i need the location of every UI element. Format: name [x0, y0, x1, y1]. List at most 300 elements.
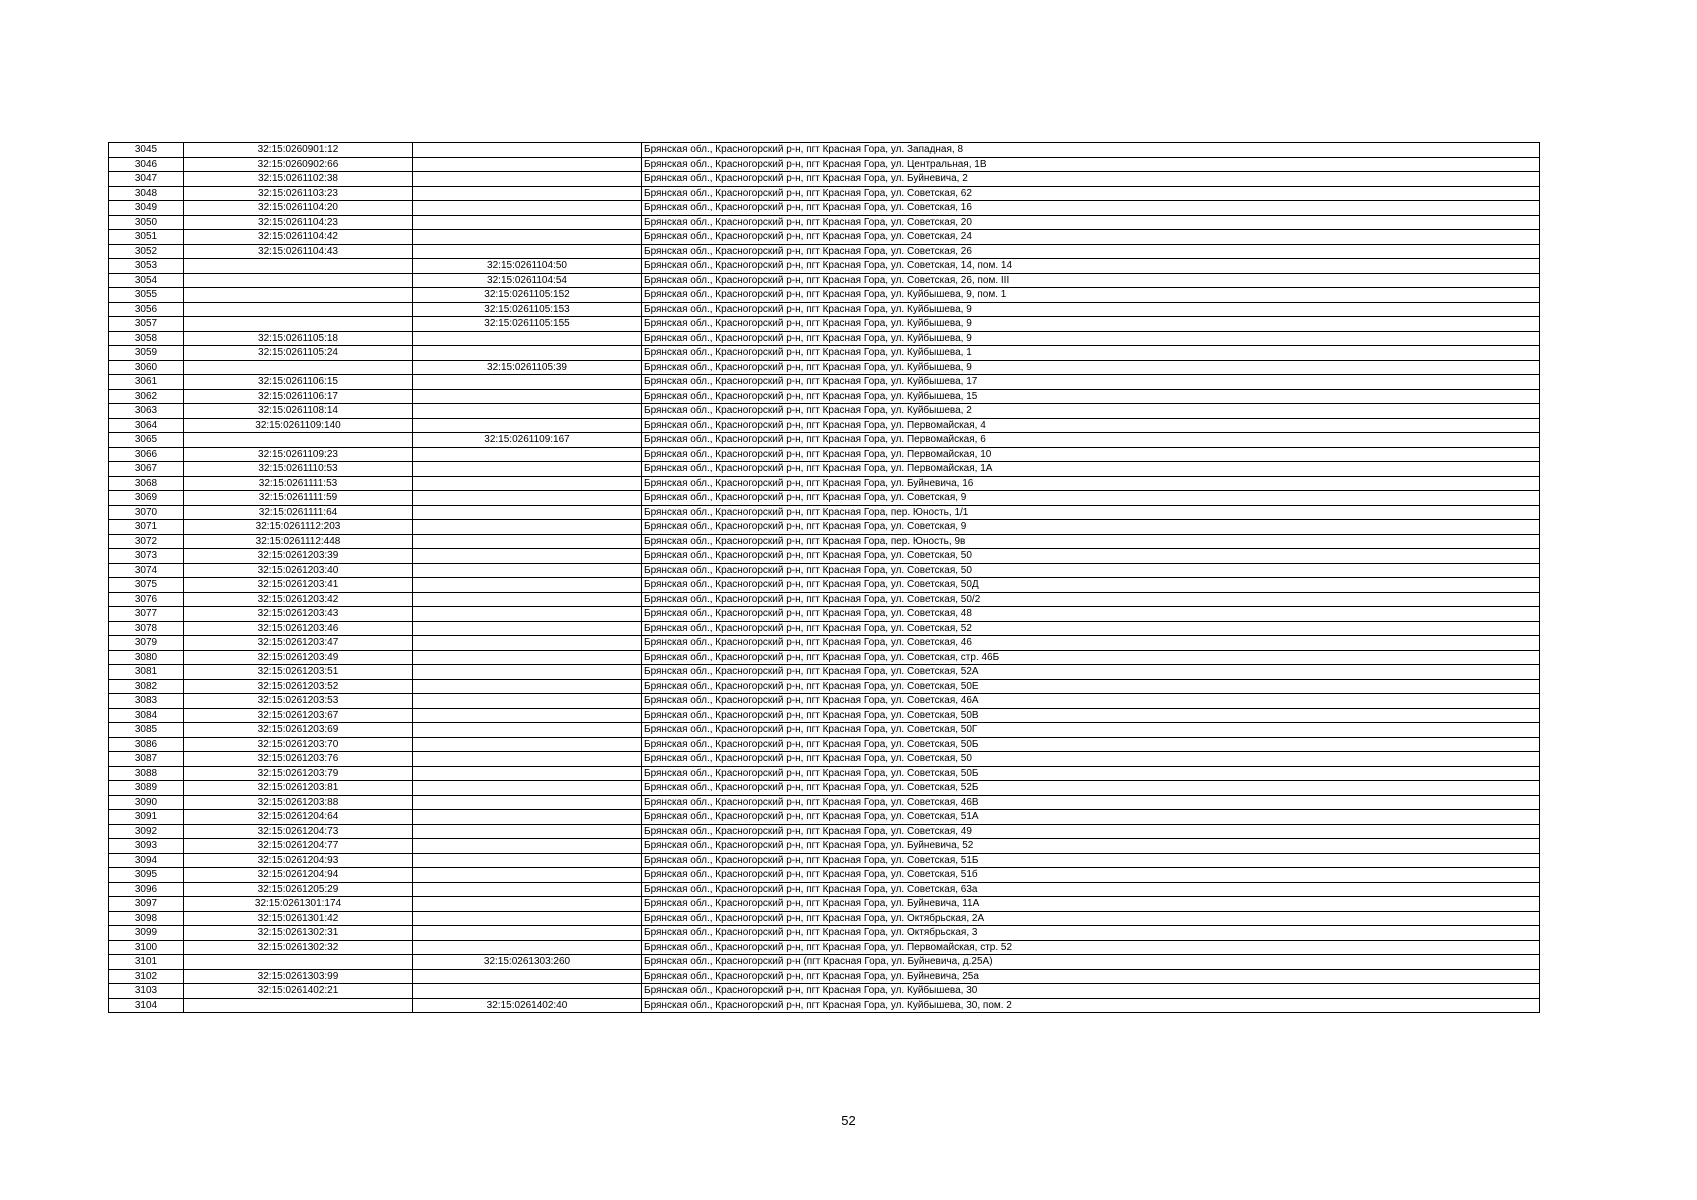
cadastral-number-alt-cell — [413, 969, 642, 984]
table-row — [109, 505, 1540, 520]
cadastral-number-cell: 32:15:0261203:88 — [184, 795, 413, 810]
cadastral-number-alt-cell — [413, 940, 642, 955]
row-number-cell: 3095 — [109, 868, 184, 883]
table-row — [109, 679, 1540, 694]
row-number-cell: 3068 — [109, 476, 184, 491]
address-cell: Брянская обл., Красногорский р-н, пгт Красная Гора, ул. Советская, 14, пом. 14 — [642, 259, 1540, 274]
row-number-cell: 3059 — [109, 346, 184, 361]
address-cell: Брянская обл., Красногорский р-н, пгт Красная Гора, ул. Советская, 48 — [642, 607, 1540, 622]
row-number-cell: 3082 — [109, 679, 184, 694]
row-number-cell: 3090 — [109, 795, 184, 810]
row-number-cell: 3051 — [109, 230, 184, 245]
cadastral-number-cell: 32:15:0261104:23 — [184, 215, 413, 230]
row-number-cell: 3091 — [109, 810, 184, 825]
cadastral-number-alt-cell — [413, 737, 642, 752]
row-number-cell: 3049 — [109, 201, 184, 216]
table-row — [109, 650, 1540, 665]
row-number-cell: 3072 — [109, 534, 184, 549]
row-number-cell: 3102 — [109, 969, 184, 984]
address-cell: Брянская обл., Красногорский р-н, пгт Красная Гора, ул. Советская, 50 — [642, 752, 1540, 767]
cadastral-number-cell: 32:15:0261106:15 — [184, 375, 413, 390]
row-number-cell: 3063 — [109, 404, 184, 419]
cadastral-number-cell: 32:15:0261203:81 — [184, 781, 413, 796]
table-row — [109, 563, 1540, 578]
address-cell: Брянская обл., Красногорский р-н, пгт Красная Гора, ул. Куйбышева, 9 — [642, 360, 1540, 375]
table-row — [109, 375, 1540, 390]
cadastral-number-alt-cell — [413, 781, 642, 796]
address-cell: Брянская обл., Красногорский р-н, пгт Красная Гора, ул. Октябрьская, 3 — [642, 926, 1540, 941]
address-cell: Брянская обл., Красногорский р-н, пгт Красная Гора, ул. Первомайская, 1А — [642, 462, 1540, 477]
row-number-cell: 3084 — [109, 708, 184, 723]
table-row — [109, 302, 1540, 317]
cadastral-number-alt-cell — [413, 201, 642, 216]
table-row — [109, 969, 1540, 984]
address-cell: Брянская обл., Красногорский р-н, пгт Красная Гора, ул. Советская, 52А — [642, 665, 1540, 680]
cadastral-number-alt-cell — [413, 679, 642, 694]
address-cell: Брянская обл., Красногорский р-н, пгт Красная Гора, ул. Центральная, 1В — [642, 157, 1540, 172]
cadastral-number-cell — [184, 273, 413, 288]
row-number-cell: 3071 — [109, 520, 184, 535]
cadastral-number-cell: 32:15:0261203:67 — [184, 708, 413, 723]
row-number-cell: 3087 — [109, 752, 184, 767]
address-cell: Брянская обл., Красногорский р-н, пгт Красная Гора, ул. Куйбышева, 30, пом. 2 — [642, 998, 1540, 1013]
cadastral-number-cell: 32:15:0261109:140 — [184, 418, 413, 433]
address-cell: Брянская обл., Красногорский р-н, пгт Красная Гора, ул. Советская, 50Г — [642, 723, 1540, 738]
address-cell: Брянская обл., Красногорский р-н, пгт Красная Гора, ул. Советская, 50Д — [642, 578, 1540, 593]
cadastral-number-cell: 32:15:0261102:38 — [184, 172, 413, 187]
row-number-cell: 3104 — [109, 998, 184, 1013]
row-number-cell: 3050 — [109, 215, 184, 230]
cadastral-number-alt-cell — [413, 810, 642, 825]
cadastral-number-alt-cell — [413, 346, 642, 361]
address-cell: Брянская обл., Красногорский р-н, пгт Красная Гора, ул. Советская, 50Б — [642, 737, 1540, 752]
table-row — [109, 360, 1540, 375]
cadastral-number-alt-cell — [413, 650, 642, 665]
row-number-cell: 3073 — [109, 549, 184, 564]
cadastral-number-alt-cell — [413, 795, 642, 810]
cadastral-number-alt-cell: 32:15:0261402:40 — [413, 998, 642, 1013]
table-row — [109, 244, 1540, 259]
cadastral-number-alt-cell — [413, 911, 642, 926]
row-number-cell: 3046 — [109, 157, 184, 172]
row-number-cell: 3077 — [109, 607, 184, 622]
address-cell: Брянская обл., Красногорский р-н, пгт Красная Гора, ул. Советская, 50В — [642, 708, 1540, 723]
cadastral-number-cell: 32:15:0261104:42 — [184, 230, 413, 245]
cadastral-number-cell: 32:15:0261203:41 — [184, 578, 413, 593]
cadastral-number-alt-cell — [413, 244, 642, 259]
row-number-cell: 3065 — [109, 433, 184, 448]
row-number-cell: 3101 — [109, 955, 184, 970]
address-cell: Брянская обл., Красногорский р-н, пгт Красная Гора, ул. Куйбышева, 9 — [642, 331, 1540, 346]
cadastral-number-alt-cell — [413, 143, 642, 158]
cadastral-number-cell: 32:15:0261203:76 — [184, 752, 413, 767]
address-cell: Брянская обл., Красногорский р-н, пгт Красная Гора, ул. Куйбышева, 17 — [642, 375, 1540, 390]
cadastral-number-cell: 32:15:0261104:43 — [184, 244, 413, 259]
cadastral-number-cell: 32:15:0261109:23 — [184, 447, 413, 462]
cadastral-number-cell — [184, 955, 413, 970]
cadastral-number-alt-cell — [413, 824, 642, 839]
address-cell: Брянская обл., Красногорский р-н, пгт Красная Гора, ул. Советская, 26 — [642, 244, 1540, 259]
cadastral-number-alt-cell — [413, 563, 642, 578]
cadastral-number-alt-cell — [413, 607, 642, 622]
cadastral-number-alt-cell — [413, 636, 642, 651]
row-number-cell: 3076 — [109, 592, 184, 607]
cadastral-number-cell: 32:15:0261203:42 — [184, 592, 413, 607]
cadastral-number-cell: 32:15:0261203:40 — [184, 563, 413, 578]
address-cell: Брянская обл., Красногорский р-н, пгт Красная Гора, ул. Советская, 52 — [642, 621, 1540, 636]
table-row — [109, 984, 1540, 999]
cadastral-number-alt-cell — [413, 331, 642, 346]
table-row — [109, 766, 1540, 781]
row-number-cell: 3096 — [109, 882, 184, 897]
table-row — [109, 578, 1540, 593]
cadastral-number-alt-cell — [413, 752, 642, 767]
address-cell: Брянская обл., Красногорский р-н, пгт Красная Гора, ул. Советская, 46А — [642, 694, 1540, 709]
cadastral-number-cell: 32:15:0261105:18 — [184, 331, 413, 346]
row-number-cell: 3061 — [109, 375, 184, 390]
address-cell: Брянская обл., Красногорский р-н, пгт Красная Гора, ул. Советская, 50 — [642, 563, 1540, 578]
cadastral-number-alt-cell — [413, 491, 642, 506]
address-cell: Брянская обл., Красногорский р-н, пгт Красная Гора, ул. Советская, 49 — [642, 824, 1540, 839]
table-row — [109, 607, 1540, 622]
cadastral-number-cell: 32:15:0261111:59 — [184, 491, 413, 506]
row-number-cell: 3074 — [109, 563, 184, 578]
table-row — [109, 694, 1540, 709]
row-number-cell: 3086 — [109, 737, 184, 752]
table-row — [109, 447, 1540, 462]
row-number-cell: 3062 — [109, 389, 184, 404]
cadastral-number-cell: 32:15:0261111:64 — [184, 505, 413, 520]
cadastral-number-cell: 32:15:0260902:66 — [184, 157, 413, 172]
address-cell: Брянская обл., Красногорский р-н, пгт Красная Гора, ул. Советская, 9 — [642, 491, 1540, 506]
table-row — [109, 288, 1540, 303]
table-row — [109, 520, 1540, 535]
cadastral-number-cell: 32:15:0261204:94 — [184, 868, 413, 883]
row-number-cell: 3092 — [109, 824, 184, 839]
cadastral-number-alt-cell: 32:15:0261105:39 — [413, 360, 642, 375]
cadastral-number-cell: 32:15:0261205:29 — [184, 882, 413, 897]
address-cell: Брянская обл., Красногорский р-н, пгт Красная Гора, ул. Советская, стр. 46Б — [642, 650, 1540, 665]
cadastral-number-cell: 32:15:0261302:31 — [184, 926, 413, 941]
address-cell: Брянская обл., Красногорский р-н, пгт Красная Гора, ул. Куйбышева, 9 — [642, 302, 1540, 317]
cadastral-number-alt-cell — [413, 592, 642, 607]
address-cell: Брянская обл., Красногорский р-н, пгт Красная Гора, ул. Буйневича, 16 — [642, 476, 1540, 491]
cadastral-number-cell: 32:15:0261203:46 — [184, 621, 413, 636]
table-row — [109, 882, 1540, 897]
address-cell: Брянская обл., Красногорский р-н, пгт Красная Гора, ул. Первомайская, 4 — [642, 418, 1540, 433]
cadastral-number-alt-cell — [413, 375, 642, 390]
row-number-cell: 3100 — [109, 940, 184, 955]
cadastral-number-cell: 32:15:0261303:99 — [184, 969, 413, 984]
row-number-cell: 3069 — [109, 491, 184, 506]
cadastral-number-alt-cell — [413, 389, 642, 404]
table-row — [109, 752, 1540, 767]
table-row — [109, 824, 1540, 839]
address-cell: Брянская обл., Красногорский р-н, пгт Красная Гора, ул. Первомайская, 10 — [642, 447, 1540, 462]
row-number-cell: 3099 — [109, 926, 184, 941]
row-number-cell: 3056 — [109, 302, 184, 317]
row-number-cell: 3081 — [109, 665, 184, 680]
cadastral-number-cell — [184, 302, 413, 317]
table-row — [109, 998, 1540, 1013]
address-cell: Брянская обл., Красногорский р-н, пгт Красная Гора, ул. Советская, 24 — [642, 230, 1540, 245]
address-cell: Брянская обл., Красногорский р-н, пгт Красная Гора, ул. Советская, 20 — [642, 215, 1540, 230]
address-cell: Брянская обл., Красногорский р-н, пгт Красная Гора, ул. Советская, 9 — [642, 520, 1540, 535]
address-cell: Брянская обл., Красногорский р-н, пгт Красная Гора, ул. Куйбышева, 1 — [642, 346, 1540, 361]
address-cell: Брянская обл., Красногорский р-н, пгт Красная Гора, ул. Буйневича, 25а — [642, 969, 1540, 984]
cadastral-number-cell: 32:15:0261203:43 — [184, 607, 413, 622]
address-cell: Брянская обл., Красногорский р-н (пгт Красная Гора, ул. Буйневича, д.25А) — [642, 955, 1540, 970]
table-row — [109, 534, 1540, 549]
cadastral-number-cell — [184, 433, 413, 448]
table-row — [109, 331, 1540, 346]
row-number-cell: 3055 — [109, 288, 184, 303]
table-row — [109, 476, 1540, 491]
cadastral-number-alt-cell — [413, 926, 642, 941]
cadastral-number-alt-cell — [413, 157, 642, 172]
row-number-cell: 3094 — [109, 853, 184, 868]
cadastral-number-cell: 32:15:0261110:53 — [184, 462, 413, 477]
cadastral-number-alt-cell — [413, 404, 642, 419]
row-number-cell: 3103 — [109, 984, 184, 999]
cadastral-number-cell: 32:15:0261105:24 — [184, 346, 413, 361]
cadastral-number-alt-cell — [413, 621, 642, 636]
table-row — [109, 621, 1540, 636]
row-number-cell: 3066 — [109, 447, 184, 462]
cadastral-number-cell: 32:15:0261203:49 — [184, 650, 413, 665]
cadastral-number-cell: 32:15:0261203:39 — [184, 549, 413, 564]
address-cell: Брянская обл., Красногорский р-н, пгт Красная Гора, ул. Буйневича, 11А — [642, 897, 1540, 912]
address-cell: Брянская обл., Красногорский р-н, пгт Красная Гора, ул. Советская, 62 — [642, 186, 1540, 201]
table-row — [109, 868, 1540, 883]
row-number-cell: 3098 — [109, 911, 184, 926]
cadastral-number-alt-cell — [413, 520, 642, 535]
cadastral-number-cell — [184, 998, 413, 1013]
address-cell: Брянская обл., Красногорский р-н, пгт Красная Гора, пер. Юность, 9в — [642, 534, 1540, 549]
row-number-cell: 3093 — [109, 839, 184, 854]
address-cell: Брянская обл., Красногорский р-н, пгт Красная Гора, ул. Куйбышева, 30 — [642, 984, 1540, 999]
table-row — [109, 549, 1540, 564]
cadastral-number-cell — [184, 288, 413, 303]
cadastral-number-alt-cell — [413, 868, 642, 883]
cadastral-number-cell: 32:15:0261111:53 — [184, 476, 413, 491]
address-cell: Брянская обл., Красногорский р-н, пгт Красная Гора, ул. Куйбышева, 9, пом. 1 — [642, 288, 1540, 303]
cadastral-number-alt-cell — [413, 839, 642, 854]
table-row — [109, 897, 1540, 912]
address-cell: Брянская обл., Красногорский р-н, пгт Красная Гора, ул. Советская, 26, пом. III — [642, 273, 1540, 288]
cadastral-number-cell: 32:15:0261204:77 — [184, 839, 413, 854]
address-cell: Брянская обл., Красногорский р-н, пгт Красная Гора, ул. Октябрьская, 2А — [642, 911, 1540, 926]
cadastral-number-cell: 32:15:0261112:203 — [184, 520, 413, 535]
address-cell: Брянская обл., Красногорский р-н, пгт Красная Гора, ул. Советская, 50 — [642, 549, 1540, 564]
cadastral-number-alt-cell — [413, 984, 642, 999]
cadastral-number-alt-cell — [413, 694, 642, 709]
row-number-cell: 3045 — [109, 143, 184, 158]
table-row — [109, 462, 1540, 477]
row-number-cell: 3089 — [109, 781, 184, 796]
cadastral-number-cell — [184, 259, 413, 274]
cadastral-number-alt-cell — [413, 723, 642, 738]
cadastral-number-cell: 32:15:0261106:17 — [184, 389, 413, 404]
cadastral-number-alt-cell — [413, 476, 642, 491]
cadastral-number-cell: 32:15:0261112:448 — [184, 534, 413, 549]
address-cell: Брянская обл., Красногорский р-н, пгт Красная Гора, ул. Куйбышева, 9 — [642, 317, 1540, 332]
cadastral-number-alt-cell — [413, 853, 642, 868]
cadastral-number-cell: 32:15:0261204:93 — [184, 853, 413, 868]
address-cell: Брянская обл., Красногорский р-н, пгт Красная Гора, ул. Советская, 51б — [642, 868, 1540, 883]
table-row — [109, 665, 1540, 680]
table-row — [109, 186, 1540, 201]
cadastral-number-cell: 32:15:0261203:70 — [184, 737, 413, 752]
row-number-cell: 3070 — [109, 505, 184, 520]
cadastral-number-cell: 32:15:0261302:32 — [184, 940, 413, 955]
row-number-cell: 3047 — [109, 172, 184, 187]
row-number-cell: 3060 — [109, 360, 184, 375]
cadastral-number-alt-cell: 32:15:0261109:167 — [413, 433, 642, 448]
address-cell: Брянская обл., Красногорский р-н, пгт Красная Гора, ул. Советская, 16 — [642, 201, 1540, 216]
cadastral-number-alt-cell — [413, 766, 642, 781]
table-row — [109, 172, 1540, 187]
table-row — [109, 592, 1540, 607]
cadastral-number-alt-cell — [413, 882, 642, 897]
address-cell: Брянская обл., Красногорский р-н, пгт Красная Гора, пер. Юность, 1/1 — [642, 505, 1540, 520]
table-row — [109, 259, 1540, 274]
table-row — [109, 926, 1540, 941]
cadastral-number-alt-cell — [413, 447, 642, 462]
cadastral-number-cell: 32:15:0261203:51 — [184, 665, 413, 680]
cadastral-number-cell: 32:15:0261108:14 — [184, 404, 413, 419]
cadastral-number-cell: 32:15:0261204:73 — [184, 824, 413, 839]
address-cell: Брянская обл., Красногорский р-н, пгт Красная Гора, ул. Буйневича, 2 — [642, 172, 1540, 187]
table-row — [109, 157, 1540, 172]
cadastral-number-cell: 32:15:0261204:64 — [184, 810, 413, 825]
cadastral-number-cell: 32:15:0261203:53 — [184, 694, 413, 709]
cadastral-number-alt-cell — [413, 665, 642, 680]
table-row — [109, 433, 1540, 448]
address-cell: Брянская обл., Красногорский р-н, пгт Красная Гора, ул. Советская, 46В — [642, 795, 1540, 810]
table-row — [109, 215, 1540, 230]
row-number-cell: 3058 — [109, 331, 184, 346]
cadastral-number-alt-cell — [413, 549, 642, 564]
address-cell: Брянская обл., Красногорский р-н, пгт Красная Гора, ул. Советская, 46 — [642, 636, 1540, 651]
row-number-cell: 3097 — [109, 897, 184, 912]
address-cell: Брянская обл., Красногорский р-н, пгт Красная Гора, ул. Советская, 63а — [642, 882, 1540, 897]
table-row — [109, 273, 1540, 288]
table-row — [109, 810, 1540, 825]
cadastral-number-cell: 32:15:0261103:23 — [184, 186, 413, 201]
table-row — [109, 418, 1540, 433]
table-row — [109, 708, 1540, 723]
row-number-cell: 3079 — [109, 636, 184, 651]
cadastral-number-cell: 32:15:0261301:174 — [184, 897, 413, 912]
row-number-cell: 3085 — [109, 723, 184, 738]
table-row — [109, 853, 1540, 868]
table-row — [109, 230, 1540, 245]
table-row — [109, 317, 1540, 332]
cadastral-number-alt-cell: 32:15:0261303:260 — [413, 955, 642, 970]
cadastral-number-alt-cell — [413, 418, 642, 433]
cadastral-number-cell: 32:15:0261203:69 — [184, 723, 413, 738]
cadastral-number-cell: 32:15:0261203:47 — [184, 636, 413, 651]
cadastral-number-cell — [184, 360, 413, 375]
table-row — [109, 723, 1540, 738]
table-row — [109, 737, 1540, 752]
table-row — [109, 911, 1540, 926]
row-number-cell: 3052 — [109, 244, 184, 259]
row-number-cell: 3054 — [109, 273, 184, 288]
cadastral-number-cell: 32:15:0260901:12 — [184, 143, 413, 158]
cadastral-number-alt-cell — [413, 897, 642, 912]
address-cell: Брянская обл., Красногорский р-н, пгт Красная Гора, ул. Куйбышева, 15 — [642, 389, 1540, 404]
cadastral-number-alt-cell — [413, 172, 642, 187]
cadastral-number-alt-cell: 32:15:0261104:54 — [413, 273, 642, 288]
row-number-cell: 3080 — [109, 650, 184, 665]
table-row — [109, 491, 1540, 506]
table-row — [109, 955, 1540, 970]
table-row — [109, 346, 1540, 361]
address-cell: Брянская обл., Красногорский р-н, пгт Красная Гора, ул. Первомайская, 6 — [642, 433, 1540, 448]
table-row — [109, 201, 1540, 216]
cadastral-number-alt-cell — [413, 215, 642, 230]
cadastral-number-cell: 32:15:0261203:52 — [184, 679, 413, 694]
cadastral-number-alt-cell — [413, 462, 642, 477]
address-cell: Брянская обл., Красногорский р-н, пгт Красная Гора, ул. Советская, 51Б — [642, 853, 1540, 868]
table-row — [109, 389, 1540, 404]
row-number-cell: 3088 — [109, 766, 184, 781]
address-cell: Брянская обл., Красногорский р-н, пгт Красная Гора, ул. Буйневича, 52 — [642, 839, 1540, 854]
row-number-cell: 3075 — [109, 578, 184, 593]
row-number-cell: 3067 — [109, 462, 184, 477]
row-number-cell: 3083 — [109, 694, 184, 709]
address-cell: Брянская обл., Красногорский р-н, пгт Красная Гора, ул. Куйбышева, 2 — [642, 404, 1540, 419]
cadastral-number-alt-cell: 32:15:0261104:50 — [413, 259, 642, 274]
table-row — [109, 781, 1540, 796]
address-cell: Брянская обл., Красногорский р-н, пгт Красная Гора, ул. Советская, 51А — [642, 810, 1540, 825]
registry-table — [108, 142, 1540, 1013]
table-row — [109, 143, 1540, 158]
registry-table-body — [109, 143, 1540, 1013]
cadastral-number-alt-cell: 32:15:0261105:152 — [413, 288, 642, 303]
row-number-cell: 3053 — [109, 259, 184, 274]
cadastral-number-alt-cell: 32:15:0261105:153 — [413, 302, 642, 317]
cadastral-number-alt-cell — [413, 186, 642, 201]
cadastral-number-cell — [184, 317, 413, 332]
row-number-cell: 3057 — [109, 317, 184, 332]
address-cell: Брянская обл., Красногорский р-н, пгт Красная Гора, ул. Советская, 50Е — [642, 679, 1540, 694]
row-number-cell: 3078 — [109, 621, 184, 636]
cadastral-number-cell: 32:15:0261301:42 — [184, 911, 413, 926]
cadastral-number-alt-cell — [413, 505, 642, 520]
table-row — [109, 940, 1540, 955]
address-cell: Брянская обл., Красногорский р-н, пгт Красная Гора, ул. Первомайская, стр. 52 — [642, 940, 1540, 955]
table-row — [109, 795, 1540, 810]
cadastral-number-alt-cell — [413, 708, 642, 723]
cadastral-number-cell: 32:15:0261104:20 — [184, 201, 413, 216]
cadastral-number-cell: 32:15:0261402:21 — [184, 984, 413, 999]
address-cell: Брянская обл., Красногорский р-н, пгт Красная Гора, ул. Советская, 50Б — [642, 766, 1540, 781]
cadastral-number-alt-cell — [413, 534, 642, 549]
table-row — [109, 404, 1540, 419]
page-number: 52 — [841, 1113, 856, 1128]
row-number-cell: 3064 — [109, 418, 184, 433]
address-cell: Брянская обл., Красногорский р-н, пгт Красная Гора, ул. Западная, 8 — [642, 143, 1540, 158]
cadastral-number-cell: 32:15:0261203:79 — [184, 766, 413, 781]
table-row — [109, 839, 1540, 854]
address-cell: Брянская обл., Красногорский р-н, пгт Красная Гора, ул. Советская, 50/2 — [642, 592, 1540, 607]
cadastral-number-alt-cell — [413, 230, 642, 245]
cadastral-number-alt-cell: 32:15:0261105:155 — [413, 317, 642, 332]
cadastral-number-alt-cell — [413, 578, 642, 593]
